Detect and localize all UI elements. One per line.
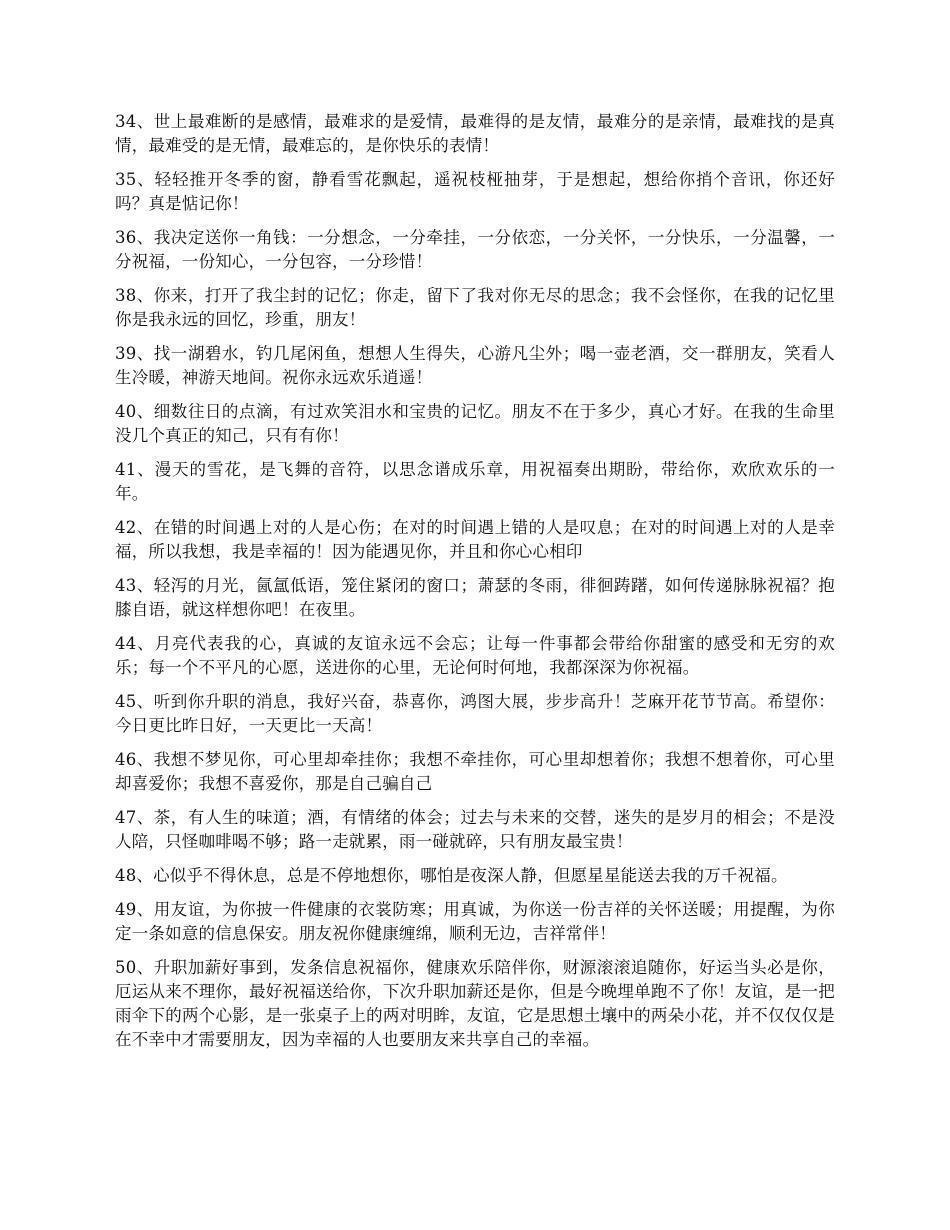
paragraph-45: 45、听到你升职的消息，我好兴奋，恭喜你，鸿图大展，步步高升！芝麻开花节节高。希望你：今日更比昨日好，一天更比一天高！ (115, 692, 835, 735)
paragraph-43: 43、轻泻的月光，氤氲低语，笼住紧闭的窗口；萧瑟的冬雨，徘徊踌躇，如何传递脉脉祝福？抱膝自语，就这样想你吧！在夜里。 (115, 576, 835, 619)
paragraph-38: 38、你来，打开了我尘封的记忆；你走，留下了我对你无尽的思念；我不会怪你，在我的记忆里你是我永远的回忆，珍重，朋友！ (115, 286, 835, 329)
document-body (115, 110, 835, 1062)
paragraph-49: 49、用友谊，为你披一件健康的衣裳防寒；用真诚，为你送一份吉祥的关怀送暖；用提醒，为你定一条如意的信息保安。朋友祝你健康缠绵，顺利无边，吉祥常伴！ (115, 900, 835, 943)
paragraph-35: 35、轻轻推开冬季的窗，静看雪花飘起，遥祝枝桠抽芽，于是想起，想给你捎个音讯，你还好吗？真是惦记你！ (115, 170, 835, 213)
paragraph-41: 41、漫天的雪花，是飞舞的音符，以思念谱成乐章，用祝福奏出期盼，带给你，欢欣欢乐的一年。 (115, 460, 835, 503)
paragraph-46: 46、我想不梦见你，可心里却牵挂你；我想不牵挂你，可心里却想着你；我想不想着你，可心里却喜爱你；我想不喜爱你，那是自己骗自己 (115, 750, 835, 793)
paragraph-34: 34、世上最难断的是感情，最难求的是爱情，最难得的是友情，最难分的是亲情，最难找的是真情，最难受的是无情，最难忘的，是你快乐的表情！ (115, 112, 835, 155)
paragraph-39: 39、找一湖碧水，钓几尾闲鱼，想想人生得失，心游凡尘外；喝一壶老酒，交一群朋友，笑看人生冷暖，神游天地间。祝你永远欢乐逍遥！ (115, 344, 835, 387)
paragraph-40: 40、细数往日的点滴，有过欢笑泪水和宝贵的记忆。朋友不在于多少，真心才好。在我的生命里没几个真正的知己，只有有你！ (115, 402, 835, 445)
paragraph-47: 47、茶，有人生的味道；酒，有情绪的体会；过去与未来的交替，迷失的是岁月的相会；不是没人陪，只怪咖啡喝不够；路一走就累，雨一碰就碎，只有朋友最宝贵！ (115, 808, 835, 851)
paragraph-48: 48、心似乎不得休息，总是不停地想你，哪怕是夜深人静，但愿星星能送去我的万千祝福。 (115, 866, 788, 885)
paragraph-50: 50、升职加薪好事到，发条信息祝福你，健康欢乐陪伴你，财源滚滚追随你，好运当头必是你，厄运从来不理你，最好祝福送给你，下次升职加薪还是你，但是今晚埋单跑不了你！友谊，是一把雨伞下的两个心影，是一张桌子上的两对明眸，友谊，它是思想土壤中的两朵小花，并不仅仅仅是在不幸中才需要朋友，因为幸福的人也要朋友来共享自己的幸福。 (115, 958, 835, 1049)
paragraph-36: 36、我决定送你一角钱：一分想念，一分牵挂，一分依恋，一分关怀，一分快乐，一分温馨，一分祝福，一份知心，一分包容，一分珍惜！ (115, 228, 835, 271)
paragraph-42: 42、在错的时间遇上对的人是心伤；在对的时间遇上错的人是叹息；在对的时间遇上对的人是幸福，所以我想，我是幸福的！因为能遇见你，并且和你心心相印 (115, 518, 835, 561)
paragraph-44: 44、月亮代表我的心，真诚的友谊永远不会忘；让每一件事都会带给你甜蜜的感受和无穷的欢乐；每一个不平凡的心愿，送进你的心里，无论何时何地，我都深深为你祝福。 (115, 634, 835, 677)
